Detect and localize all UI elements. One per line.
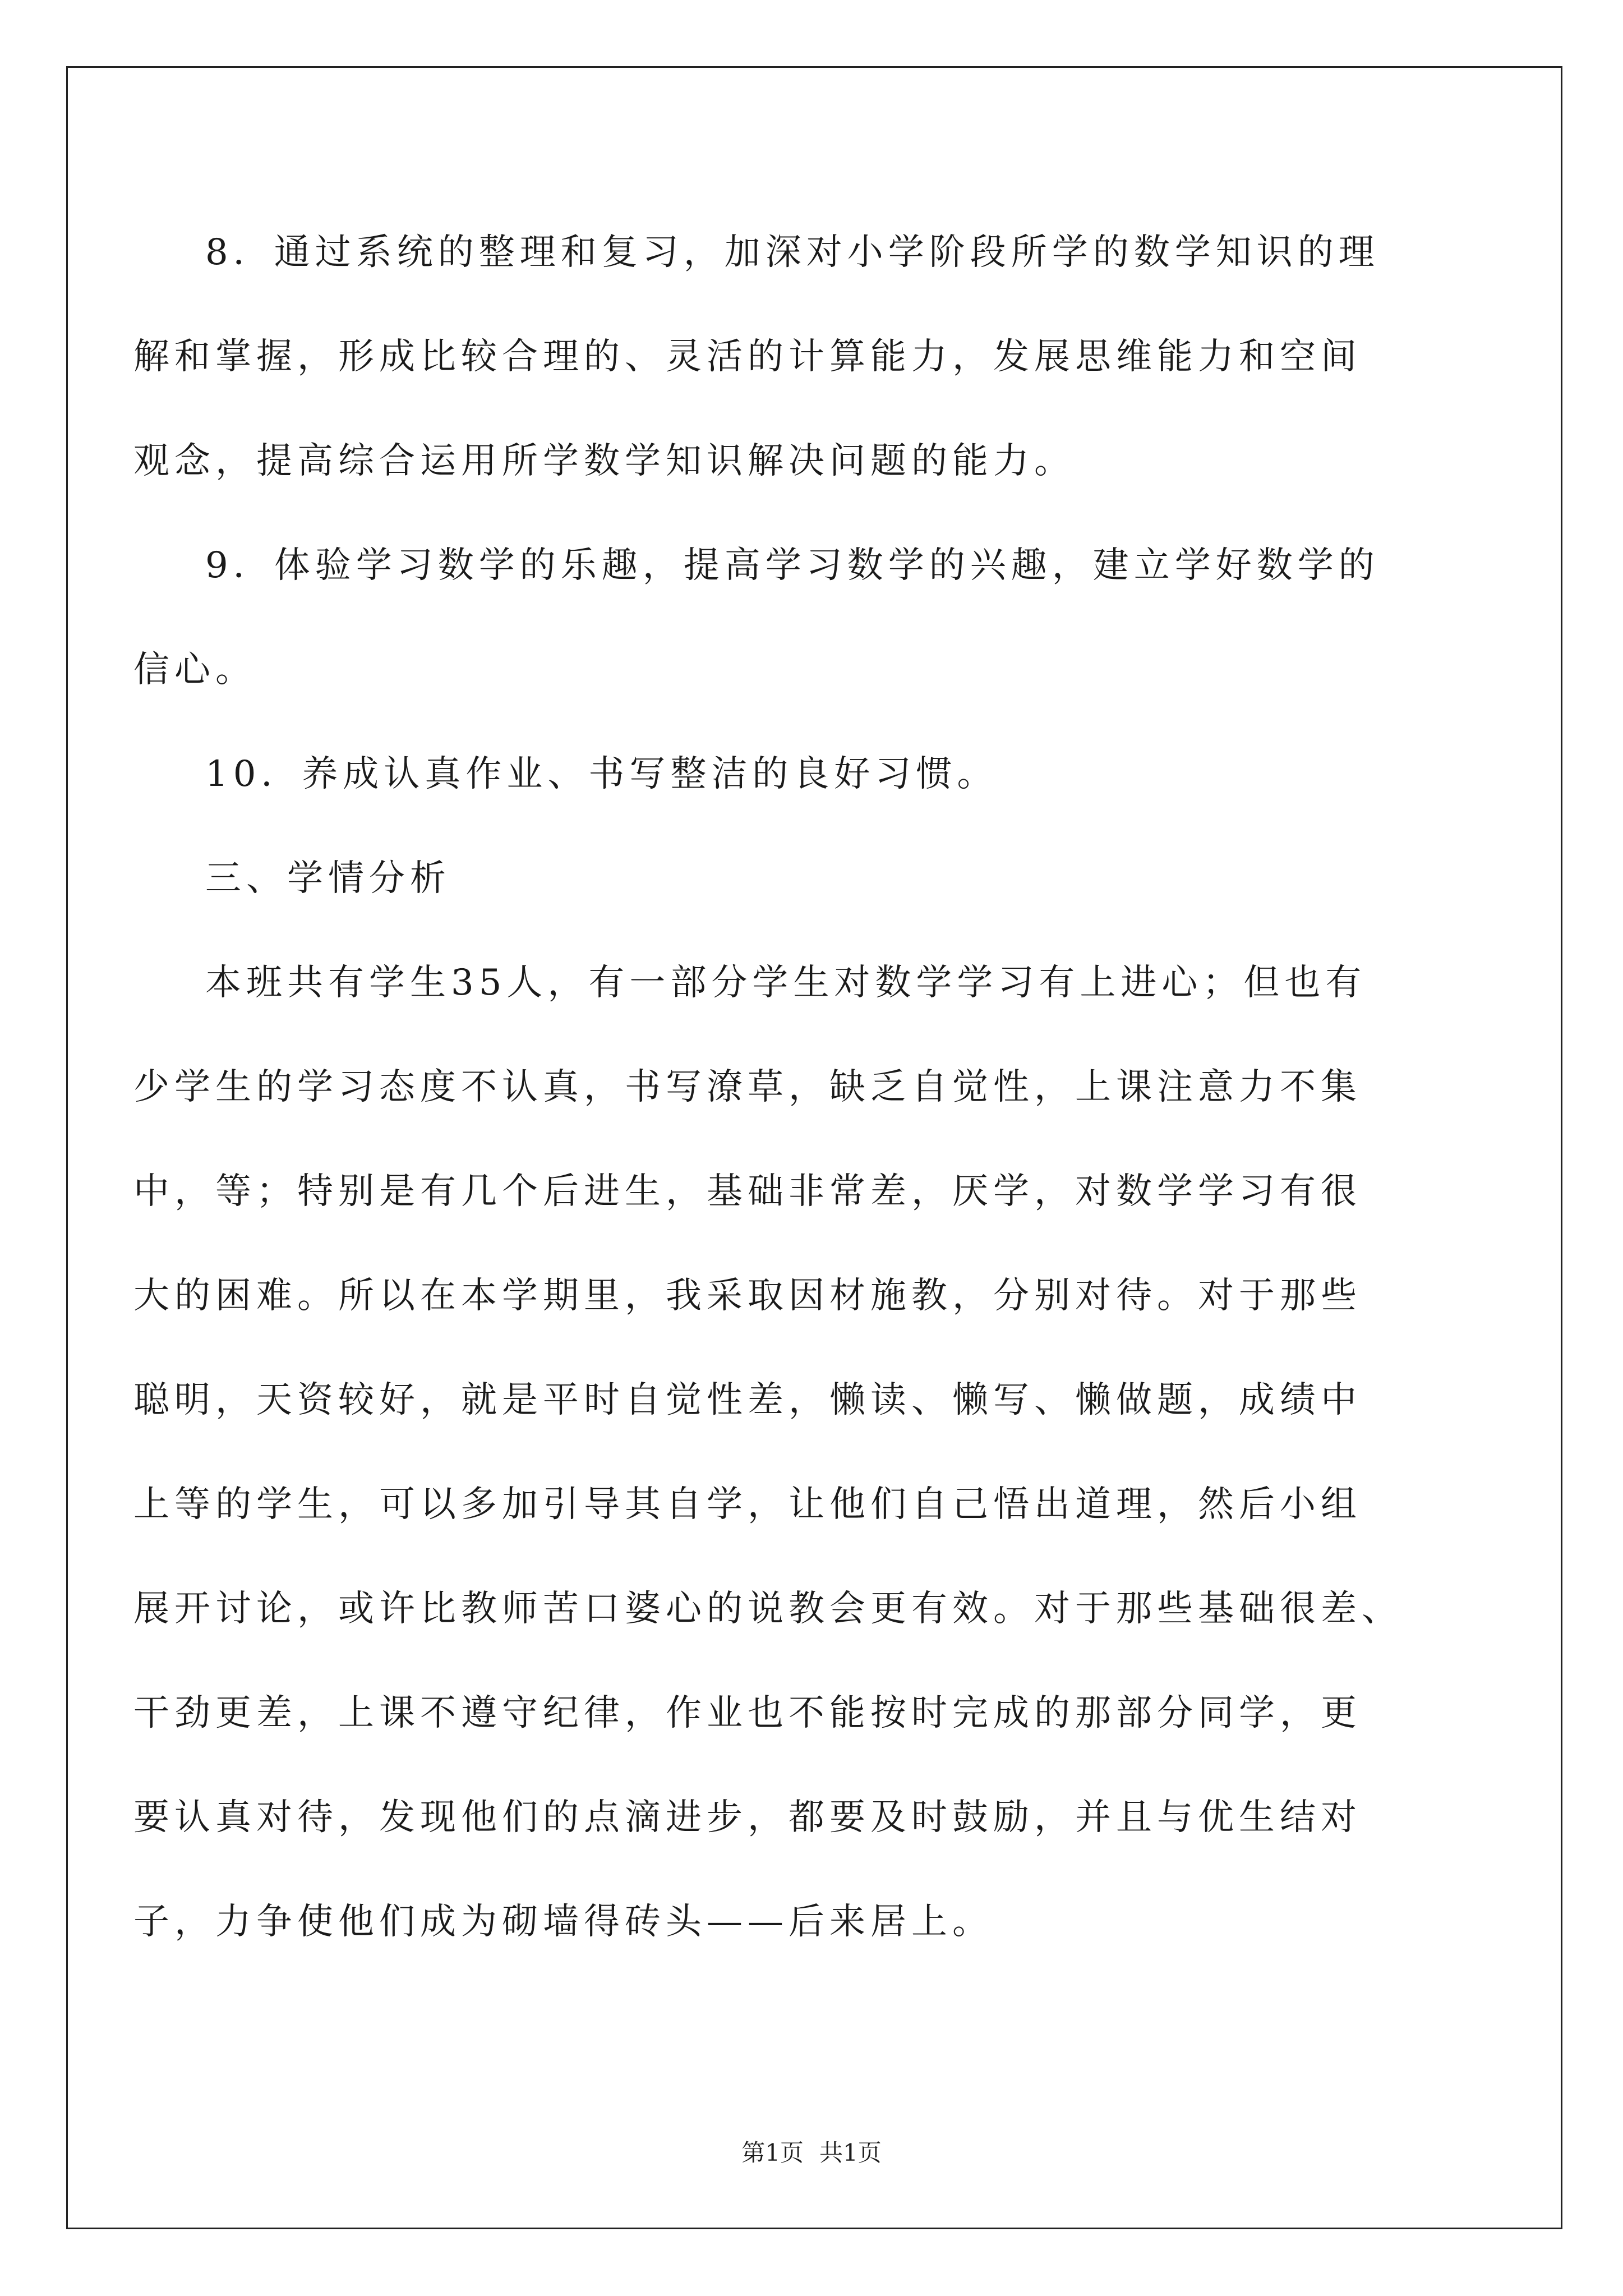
page-number-total: 共1页 <box>819 2139 882 2166</box>
analysis-paragraph-line-8: 干劲更差，上课不遵守纪律，作业也不能按时完成的那部分同学，更 <box>133 1692 1362 1734</box>
analysis-paragraph-line-2: 少学生的学习态度不认真，书写潦草，缺乏自觉性，上课注意力不集 <box>133 1066 1362 1108</box>
analysis-paragraph-line-4: 大的困难。所以在本学期里，我采取因材施教，分别对待。对于那些 <box>133 1275 1362 1317</box>
paragraph-8-line-1: 8．通过系统的整理和复习，加深对小学阶段所学的数学知识的理 <box>205 232 1380 273</box>
paragraph-9-line-1: 9．体验学习数学的乐趣，提高学习数学的兴趣，建立学好数学的 <box>205 545 1380 586</box>
section-heading-learning-analysis: 三、学情分析 <box>205 858 451 899</box>
analysis-paragraph-line-1: 本班共有学生35人，有一部分学生对数学学习有上进心；但也有 <box>205 962 1367 1004</box>
analysis-paragraph-line-3: 中，等；特别是有几个后进生，基础非常差，厌学，对数学学习有很 <box>133 1171 1362 1212</box>
analysis-paragraph-line-6: 上等的学生，可以多加引导其自学，让他们自己悟出道理，然后小组 <box>133 1484 1362 1525</box>
analysis-paragraph-line-9: 要认真对待，发现他们的点滴进步，都要及时鼓励，并且与优生结对 <box>133 1797 1362 1838</box>
analysis-paragraph-line-5: 聪明，天资较好，就是平时自觉性差，懒读、懒写、懒做题，成绩中 <box>133 1379 1362 1421</box>
analysis-paragraph-line-10: 子，力争使他们成为砌墙得砖头——后来居上。 <box>133 1901 993 1943</box>
paragraph-10: 10．养成认真作业、书写整洁的良好习惯。 <box>205 753 998 795</box>
paragraph-8-line-3: 观念，提高综合运用所学数学知识解决问题的能力。 <box>133 440 1075 482</box>
analysis-paragraph-line-7: 展开讨论，或许比教师苦口婆心的说教会更有效。对于那些基础很差、 <box>133 1588 1403 1630</box>
paragraph-9-line-2: 信心。 <box>133 649 256 691</box>
paragraph-8-line-2: 解和掌握，形成比较合理的、灵活的计算能力，发展思维能力和空间 <box>133 336 1362 378</box>
page-footer <box>0 2136 1623 2170</box>
page-number-current: 第1页 <box>741 2139 804 2166</box>
